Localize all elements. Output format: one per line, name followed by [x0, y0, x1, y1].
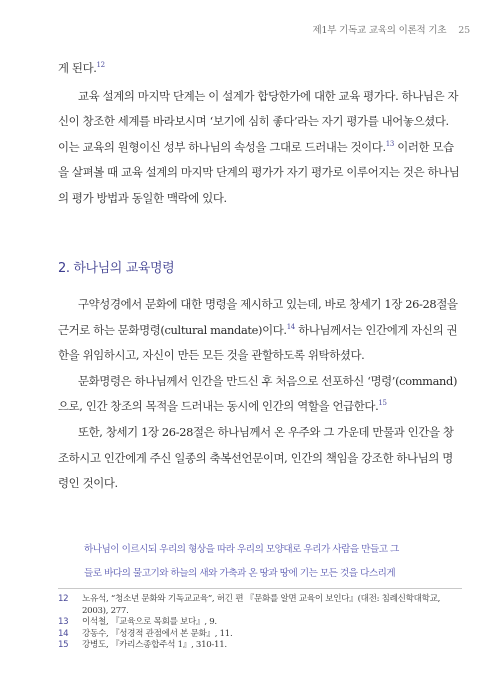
paragraph-text: 구약성경에서 문화에 대한 명령을 제시하고 있는데, 바로 창세기 1장 26-28절을 근거로 하는 문화명령(cultural mandate)이다.: [58, 297, 458, 337]
footnote-number: 15: [58, 640, 69, 651]
paragraph-command: [58, 369, 462, 420]
paragraph-evaluation: [58, 84, 462, 212]
quote-line-2: 들로 바다의 물고기와 하늘의 새와 가축과 온 땅과 땅에 기는 모든 것을 다스리게: [84, 568, 396, 579]
footnote-14: [58, 629, 462, 641]
paragraph-text: 교육 설계의 마지막 단계는 이 설계가 합당한가에 대한 교육 평가다. 하나님은 자신이 창조한 세계를 바라보시며 ‘보기에 심히 좋다’라는 자기 평가를 내어놓으셨다. 이는 교육의 원형이신 성부 하나님의 속성을 그대로 드러내는 것이다.: [58, 88, 459, 154]
paragraph-text: 하나님께서는 인간에게 자신의 권한을 위임하시고, 자신이 만든 모든 것을 관할하도록 위탁하셨다.: [58, 322, 458, 363]
body-text-top: [58, 56, 462, 212]
footnotes: [58, 594, 462, 652]
scripture-quote: [84, 538, 464, 586]
running-title: 제1부 기독교 교육의 이론적 기초: [312, 25, 447, 36]
footnote-ref-14[interactable]: 14: [286, 322, 295, 331]
paragraph-text: 이러한 모습을 살펴볼 때 교육 설계의 마지막 단계의 평가가 자기 평가로 이루어지는 것은 하나님의 평가 방법과 동일한 맥락에 있다.: [58, 139, 460, 205]
footnote-number: 14: [58, 628, 69, 639]
footnote-text: 강동수, 『성경적 관점에서 본 문화』, 11.: [82, 628, 233, 639]
footnote-text: 이석철, 『교육으로 목회를 보다』, 9.: [82, 617, 217, 628]
footnote-ref-15[interactable]: 15: [378, 399, 387, 408]
paragraph-genesis: 또한, 창세기 1장 26-28절은 하나님께서 온 우주와 그 가운데 만물과 인간을 창조하시고 인간에게 주신 일종의 축복선언문이며, 인간의 책임을 강조한 하나님의 명령인 것이다.: [58, 424, 454, 491]
footnote-text: 강병도, 『카리스종합주석 1』, 310-11.: [82, 640, 227, 651]
footnote-ref-12[interactable]: 12: [96, 61, 105, 70]
footnote-text: 노유석, “청소년 문화와 기독교교육”, 허긴 편 『문화를 알면 교육이 보인다』(대전: 침례신학대학교, 2003), 277.: [82, 594, 441, 616]
page-number: 25: [458, 25, 470, 36]
footnote-number: 13: [58, 617, 69, 628]
footnote-ref-13[interactable]: 13: [385, 139, 394, 148]
paragraph-text: 문화명령은 하나님께서 인간을 만드신 후 처음으로 선포하신 ‘명령’(command)으로, 인간 창조의 목적을 드러내는 동시에 인간의 역할을 언급한다.: [58, 373, 458, 414]
body-text-section: [58, 292, 462, 497]
footnote-12: [58, 594, 462, 617]
running-header: [312, 22, 470, 36]
quote-line-1: 하나님이 이르시되 우리의 형상을 따라 우리의 모양대로 우리가 사람을 만들고 그: [84, 544, 399, 555]
footnote-number: 12: [58, 594, 69, 604]
footnote-15: [58, 640, 462, 652]
section-heading: 2. 하나님의 교육명령: [58, 261, 175, 276]
paragraph-continued: [58, 56, 462, 82]
footnote-13: [58, 617, 462, 629]
footnote-divider: [58, 588, 462, 589]
paragraph-cultural-mandate: [58, 292, 462, 369]
paragraph-text: 게 된다.: [58, 61, 97, 75]
